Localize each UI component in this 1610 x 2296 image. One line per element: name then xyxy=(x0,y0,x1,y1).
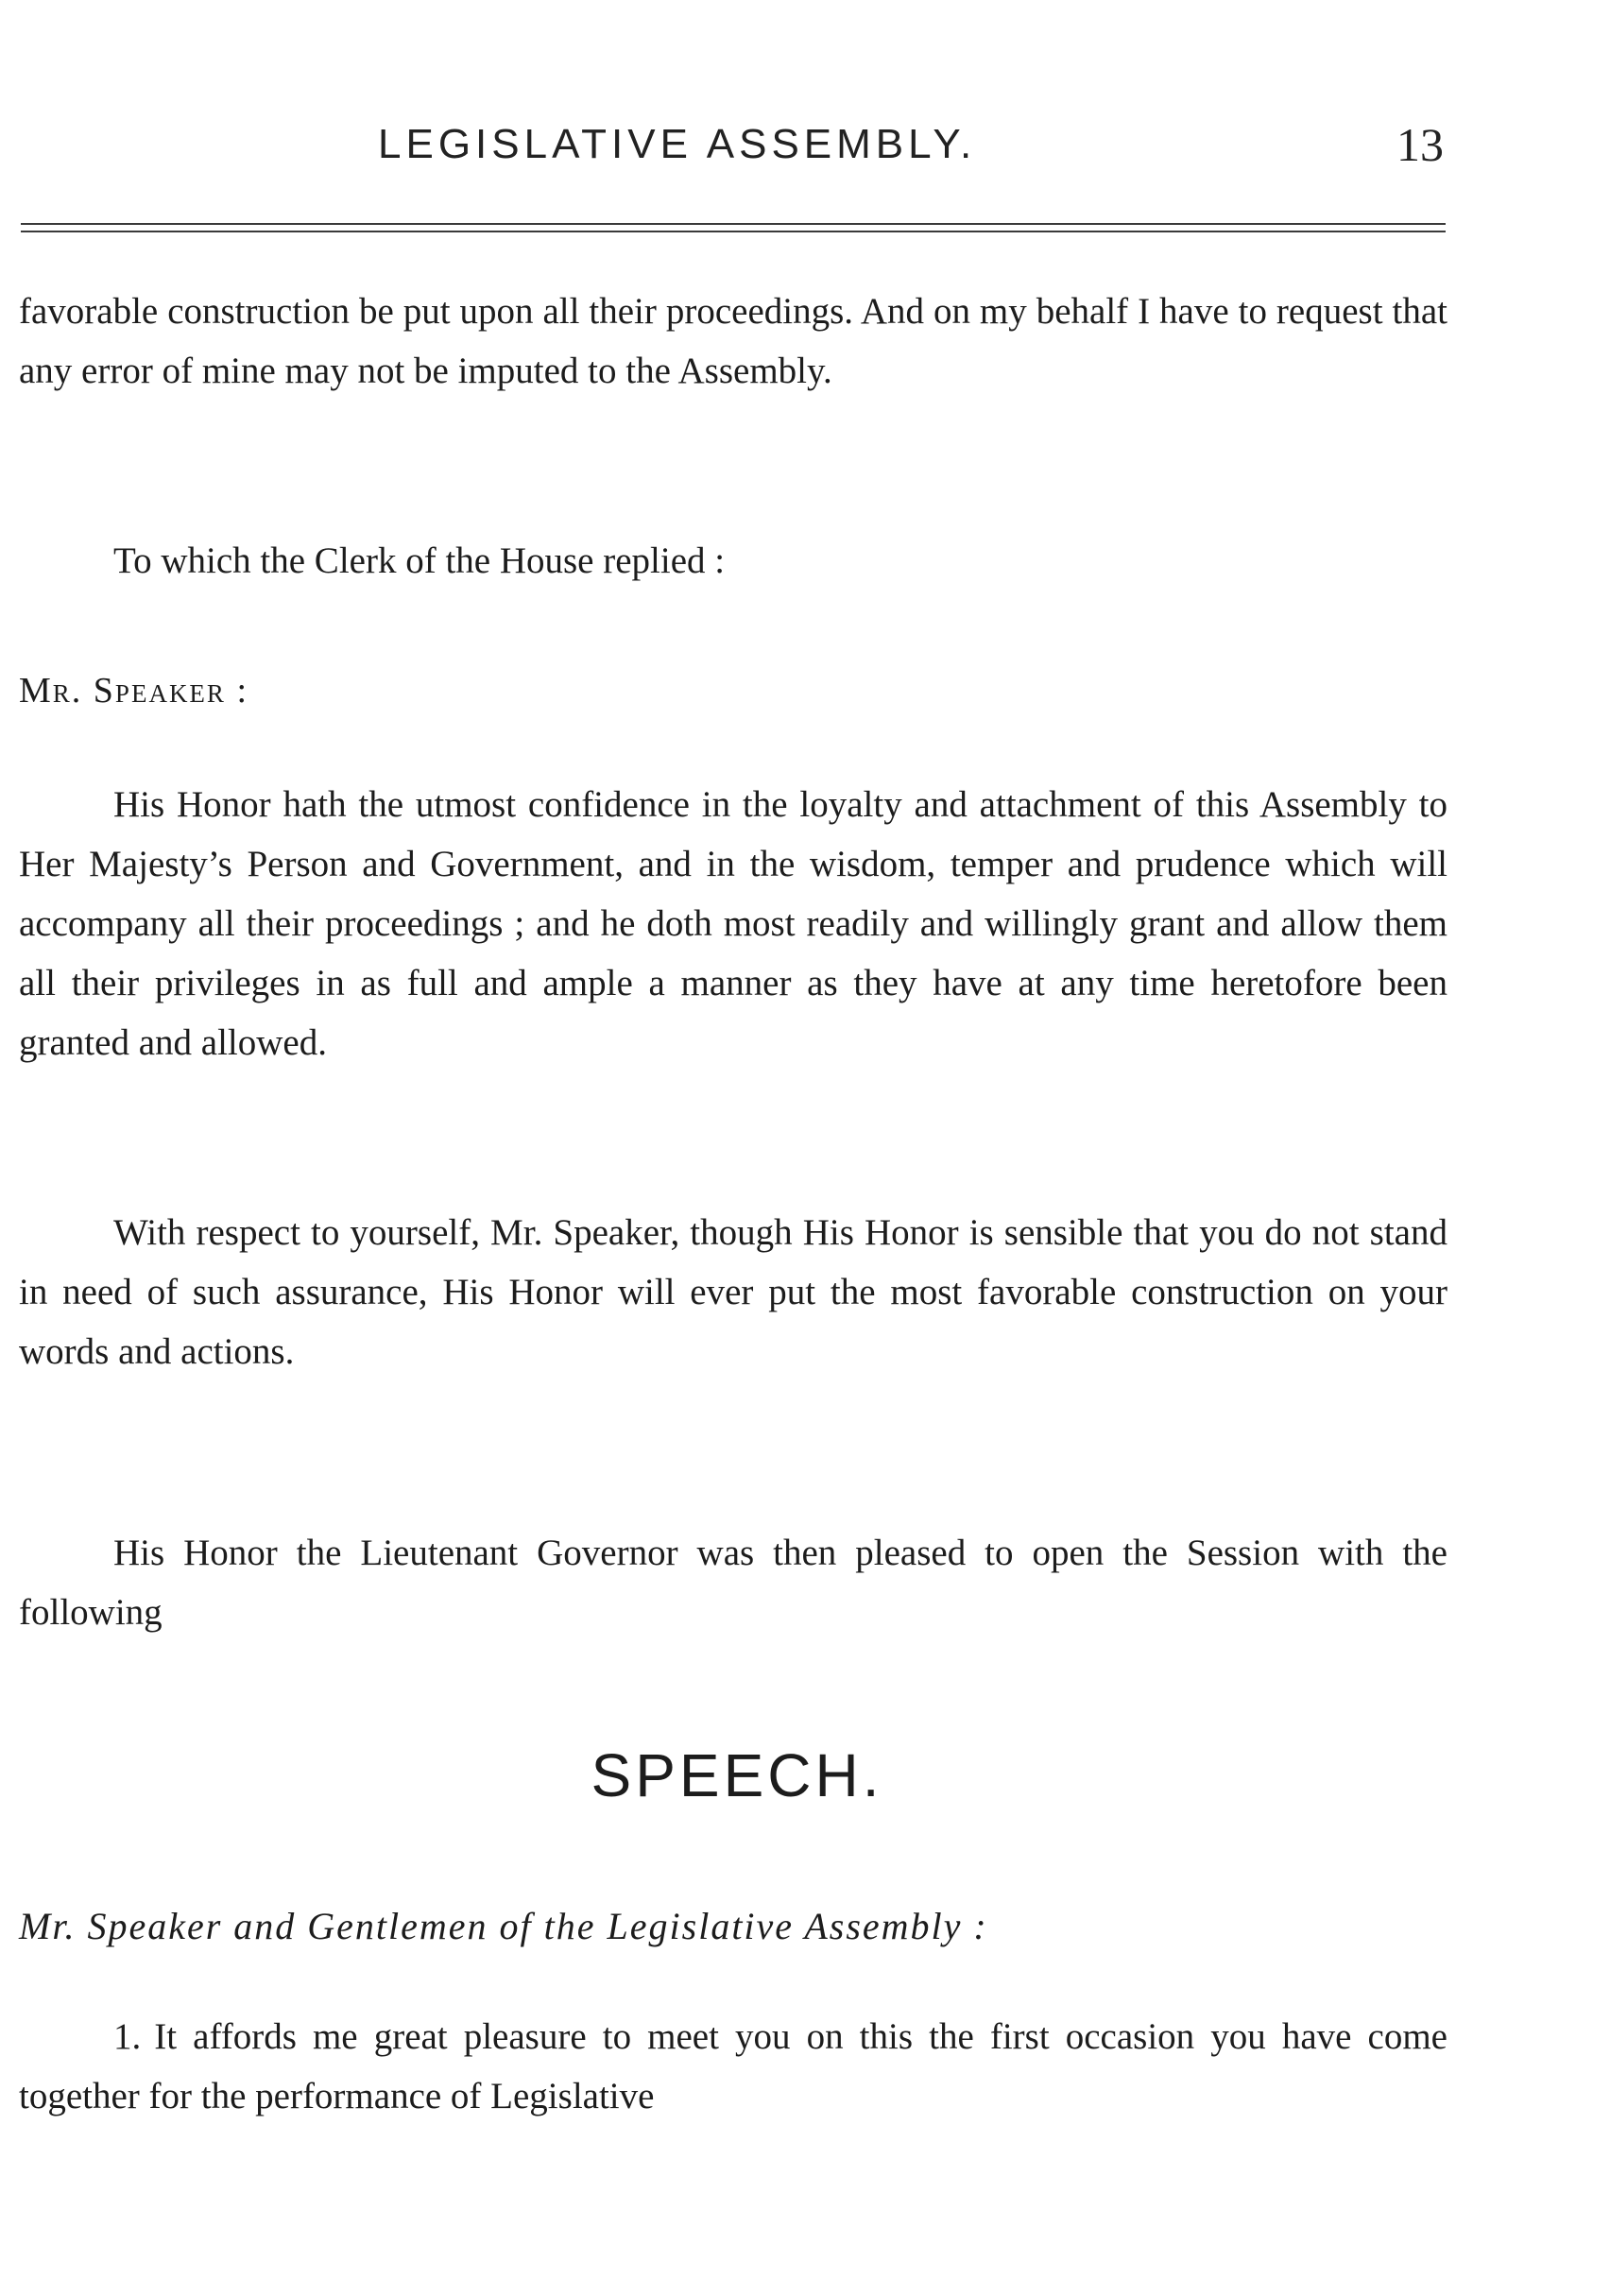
respect-paragraph: With respect to yourself, Mr. Speaker, though His Honor is sensible that you do not stand in need of such assurance, His Honor will ever put the most favorable construction on your words and actions. xyxy=(19,1212,1447,1372)
paragraph-number: 1. xyxy=(113,2016,142,2057)
header-rule-bottom xyxy=(21,231,1446,232)
page-number: 13 xyxy=(1396,118,1444,171)
session-paragraph: His Honor the Lieutenant Governor was then pleased to open the Session with the following xyxy=(19,1533,1447,1633)
clerk-reply-line: To which the Clerk of the House replied : xyxy=(113,540,726,581)
continuation-paragraph: favorable construction be put upon all their proceedings. And on my behalf I have to request that any error of mine may not be imputed to the Assembly. xyxy=(19,291,1447,391)
speech-heading: SPEECH. xyxy=(591,1741,883,1809)
header-rule-top xyxy=(21,223,1446,225)
confidence-paragraph: His Honor hath the utmost confidence in the loyalty and attachment of this Assembly to Her Majesty’s Person and Government, and in the wisdom, temper and prudence which will accompany all their proceedings ; and he doth most readily and willingly grant and allow them all their privileges in as full and ample a manner as they have at any time heretofore been granted and allowed. xyxy=(19,784,1447,1063)
salutation-mr-speaker: Mr. Speaker : xyxy=(19,671,248,711)
speech-address-line: Mr. Speaker and Gentlemen of the Legislative Assembly : xyxy=(19,1905,988,1947)
paragraph-text: It affords me great pleasure to meet you on this the first occasion you have come together for the performance of Legislative xyxy=(19,2016,1447,2116)
running-header-title: LEGISLATIVE ASSEMBLY. xyxy=(378,121,977,167)
speech-paragraph-1 xyxy=(19,2007,1447,2126)
